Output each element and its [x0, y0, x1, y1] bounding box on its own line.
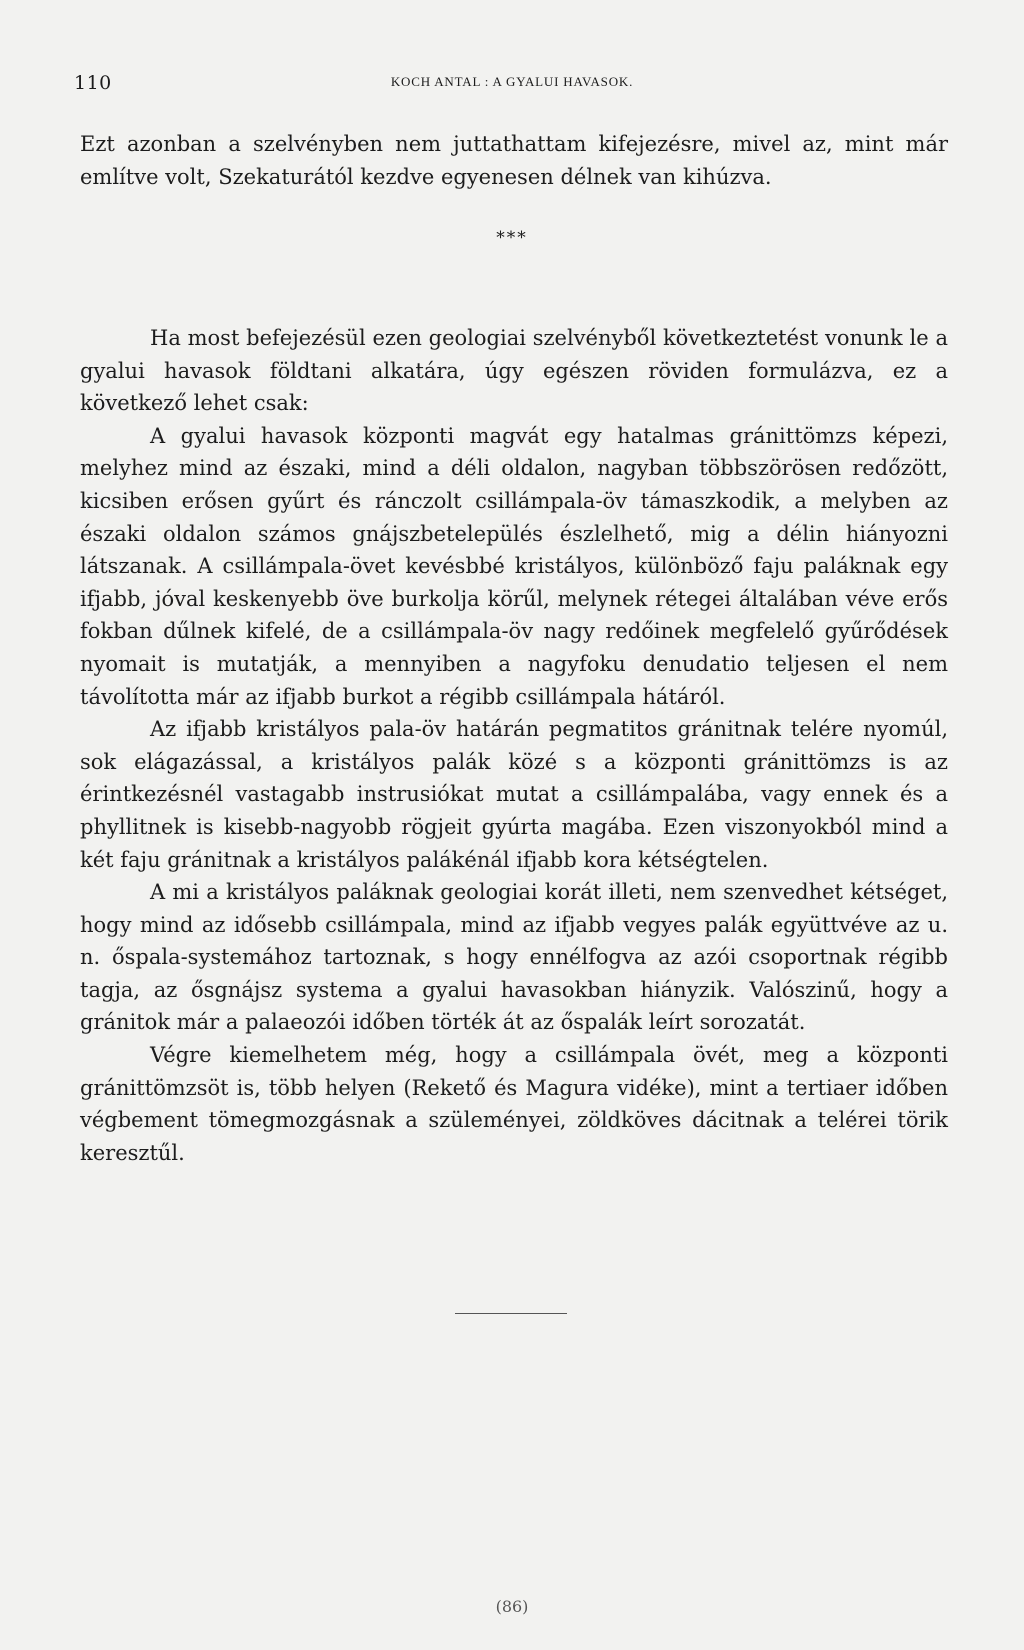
continuation-paragraph: Ezt azonban a szelvényben nem juttathattam kifejezésre, mivel az, mint már említve volt, Szekaturától kezdve egyenesen délnek van kihúzva. — [80, 132, 948, 189]
continuation-text — [80, 128, 948, 193]
paragraph-intro: Ha most befejezésül ezen geologiai szelvényből következtetést vonunk le a gyalui havasok földtani alkatára, úgy egészen röviden formulázva, ez a következő lehet csak: — [80, 326, 948, 416]
body-text — [80, 322, 948, 1169]
footer-signature: (86) — [495, 1597, 529, 1616]
paragraph-granite-core: A gyalui havasok központi magvát egy hatalmas gránittömzs képezi, melyhez mind az északi, mind a déli oldalon, nagyban többszörösen redőzött, kicsiben erősen gyűrt és ránczolt csillámpala-öv támaszkodik, a melyben az északi oldalon számos gnájszbetelepülés észlelhető, mig a délin hiányozni látszanak. A csillámpala-övet kevésbbé kristályos, különböző faju paláknak egy ifjabb, jóval keskenyebb öve burkolja körűl, melynek rétegei általában véve erős fokban dűlnek kifelé, de a csillámpala-öv nagy redőinek megfelelő gyűrődések nyomait is mutatják, a mennyiben a nagyfoku denudatio teljesen el nem távolította már az ifjabb burkot a régibb csillámpala hátáról. — [80, 423, 948, 709]
page-number: 110 — [74, 72, 112, 94]
paragraph-geologic-age: A mi a kristályos paláknak geologiai korát illeti, nem szenvedhet kétséget, hogy mind az idősebb csillámpala, mind az ifjabb vegyes palák együttvéve az u. n. őspala-systemához tartoznak, s hogy ennélfogva az azói csoportnak régibb tagja, az ősgnájsz systema a gyalui havasokban hiányzik. Valószinű, hogy a gránitok már a palaeozói időben törték át az őspalák leírt sorozatát. — [80, 880, 948, 1035]
paragraph-dacite: Végre kiemelhetem még, hogy a csillámpala övét, meg a központi gránittömzsöt is, több helyen (Rekető és Magura vidéke), mint a tertiaer időben végbement tömegmozgásnak a szüleményei, zöldköves dácitnak a telérei törik keresztűl. — [80, 1043, 948, 1165]
running-header: KOCH ANTAL : A GYALUI HAVASOK. — [390, 74, 634, 89]
end-rule — [455, 1313, 567, 1314]
paragraph-pegmatite: Az ifjabb kristályos pala-öv határán pegmatitos gránitnak telére nyomúl, sok elágazással, a kristályos palák közé s a központi gránittömzs is az érintkezésnél vastagabb instrusiókat mutat a csillámpalába, vagy ennek és a phyllitnek is kisebb-nagyobb rögjeit gyúrta magába. Ezen viszonyokból mind a két faju gránitnak a kristályos palákénál ifjabb kora kétségtelen. — [80, 717, 948, 872]
section-separator: *** — [496, 228, 528, 248]
